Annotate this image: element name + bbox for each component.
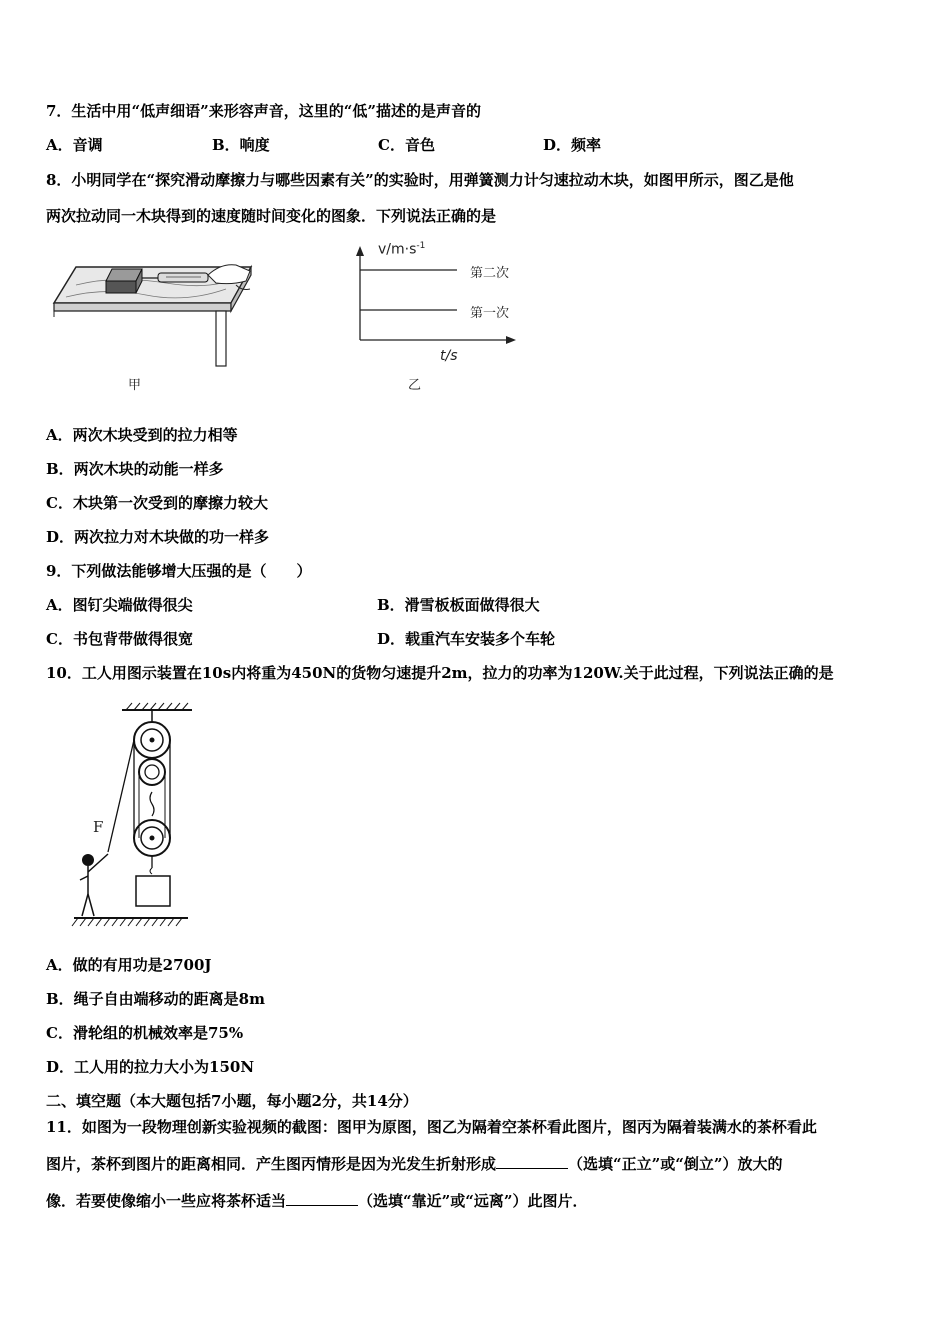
q11-line2-text-a: 图片，茶杯到图片的距离相同．产生图丙情形是因为光发生折射形成: [46, 1155, 497, 1173]
force-label-f: F: [93, 818, 104, 836]
q8-stem-line2: 两次拉动同一木块得到的速度随时间变化的图象．下列说法正确的是: [46, 207, 497, 225]
figure-jia-caption: 甲: [128, 378, 142, 393]
graph-x-axis-label: t/s: [440, 348, 458, 364]
q7-option-c: C．音色: [378, 136, 435, 154]
section2-title: 二、填空题（本大题包括7小题，每小题2分，共14分）: [46, 1092, 418, 1110]
figure-jia-table-block: [46, 245, 256, 370]
q11-line1: 11．如图为一段物理创新实验视频的截图：图甲为原图，图乙为隔着空茶杯看此图片，图丙为隔着装满水的茶杯看此: [46, 1118, 817, 1136]
q8-option-a: A．两次木块受到的拉力相等: [46, 426, 238, 444]
figure-yi-caption: 乙: [408, 378, 422, 393]
q11-answer-blank-1[interactable]: [496, 1154, 568, 1169]
graph-y-axis-label: $v/m\cdot s^{-1}$: [378, 241, 426, 258]
q9-option-c: C．书包背带做得很宽: [46, 630, 193, 648]
q11-answer-blank-2[interactable]: [286, 1191, 358, 1206]
graph-legend-second: 第二次: [470, 266, 510, 281]
q8-option-b: B．两次木块的动能一样多: [46, 460, 224, 478]
q7-option-a: A．音调: [46, 136, 103, 154]
q9-option-b: B．滑雪板板面做得很大: [377, 596, 540, 614]
q11-line2-text-b: （选填“正立”或“倒立”）放大的: [568, 1155, 783, 1173]
q10-option-c: C．滑轮组的机械效率是75%: [46, 1024, 244, 1042]
q8-option-c: C．木块第一次受到的摩擦力较大: [46, 494, 268, 512]
q7-option-b: B．响度: [212, 136, 270, 154]
q7-option-d: D．频率: [543, 136, 602, 154]
q7-stem: 7．生活中用“低声细语”来形容声音，这里的“低”描述的是声音的: [46, 102, 481, 120]
q9-option-a: A．图钉尖端做得很尖: [46, 596, 193, 614]
q8-option-d: D．两次拉力对木块做的功一样多: [46, 528, 270, 546]
q11-line3: [46, 1191, 910, 1211]
q11-line2: [46, 1154, 910, 1174]
q11-line3-text-a: 像．若要使像缩小一些应将茶杯适当: [46, 1192, 287, 1210]
q11-line3-text-b: （选填“靠近”或“远离”）此图片．: [358, 1192, 588, 1210]
q9-stem: 9．下列做法能够增大压强的是（ ）: [46, 562, 312, 580]
q10-option-b: B．绳子自由端移动的距离是8m: [46, 990, 265, 1008]
q10-stem: 10．工人用图示装置在10s内将重为450N的货物匀速提升2m，拉力的功率为120W.关于此过程，下列说法正确的是: [46, 664, 834, 682]
q8-stem-line1: 8．小明同学在“探究滑动摩擦力与哪些因素有关”的实验时，用弹簧测力计匀速拉动木块，如图甲所示，图乙是他: [46, 171, 794, 189]
figure-pulley-system: [70, 700, 200, 930]
q10-option-d: D．工人用的拉力大小为150N: [46, 1058, 255, 1076]
q10-option-a: A．做的有用功是2700J: [46, 956, 212, 974]
q9-option-d: D．载重汽车安装多个车轮: [377, 630, 556, 648]
graph-legend-first: 第一次: [470, 306, 510, 321]
